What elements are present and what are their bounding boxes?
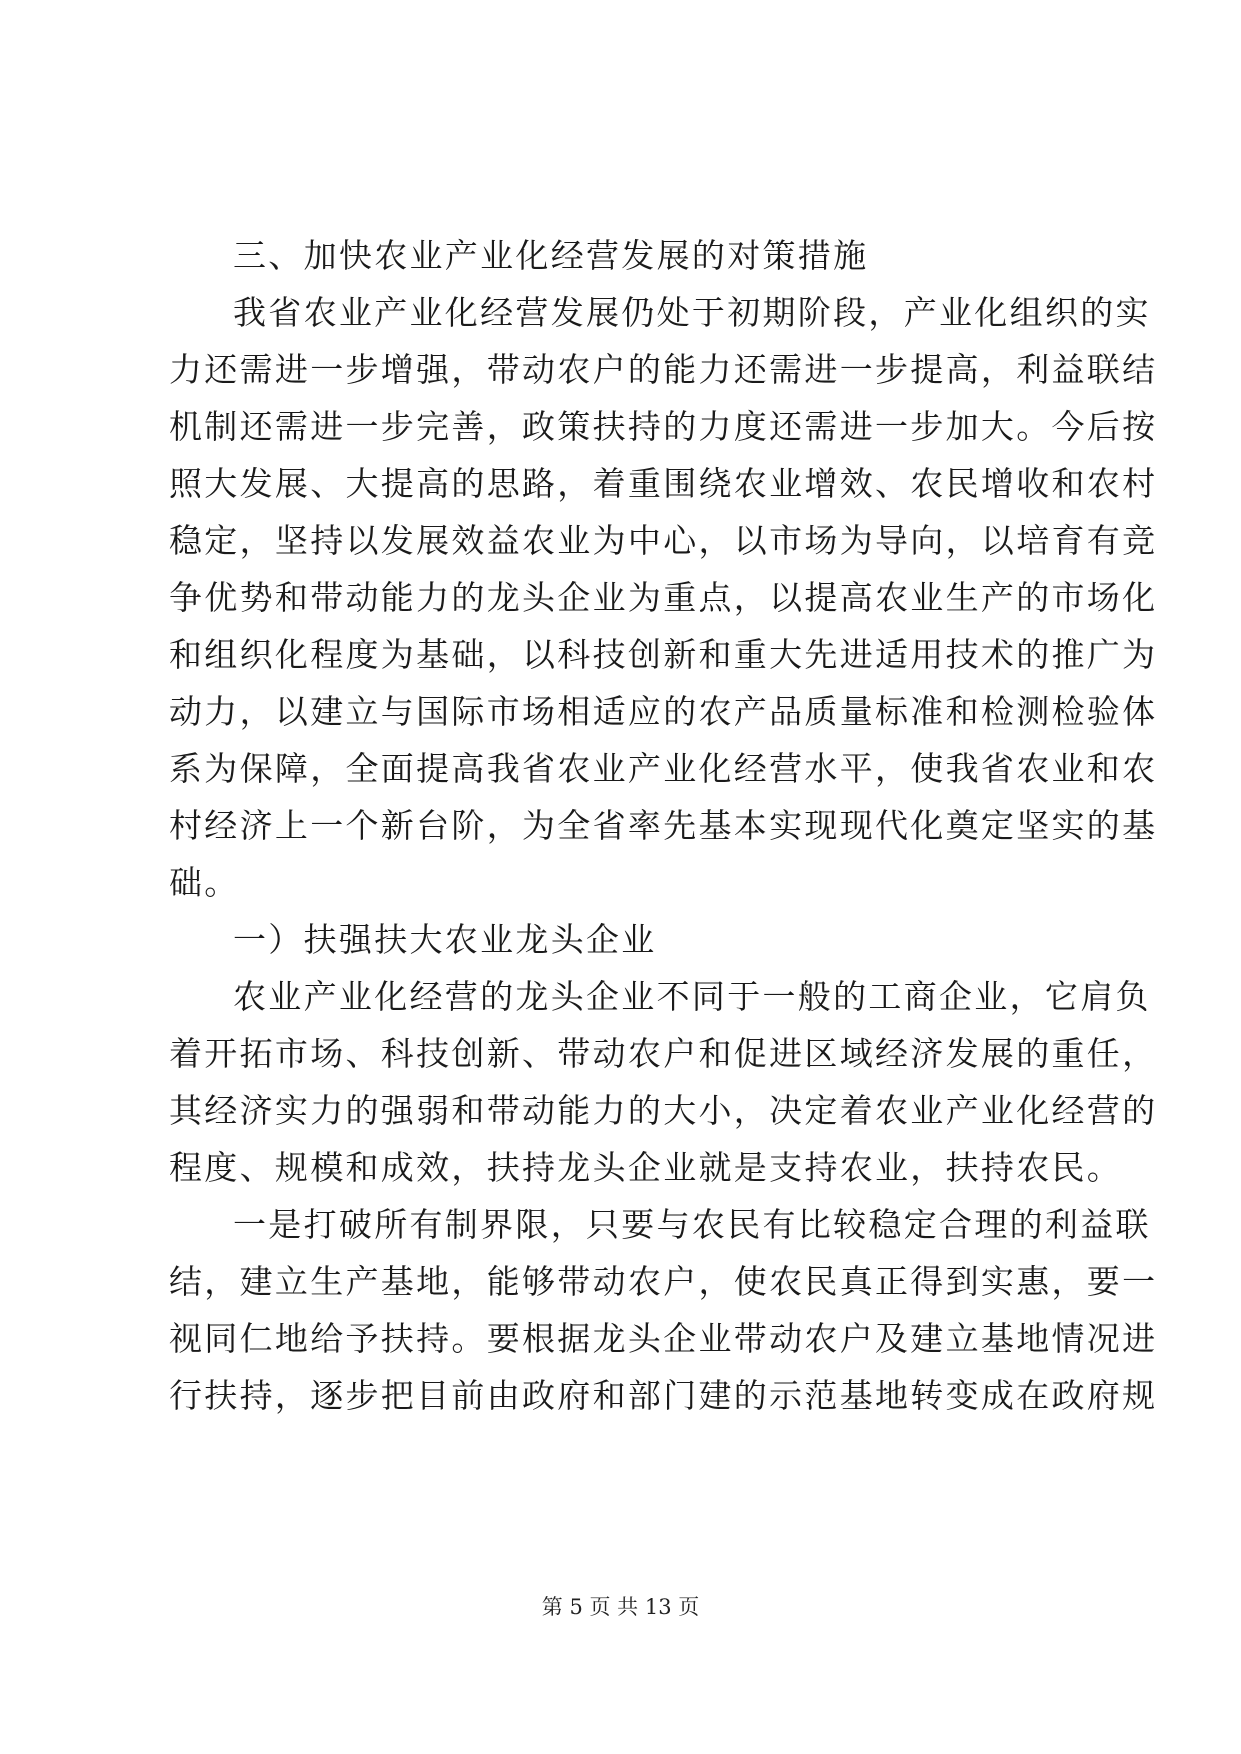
paragraph-line: 着开拓市场、科技创新、带动农户和促进区域经济发展的重任， — [169, 1034, 1158, 1073]
paragraph-line: 动力，以建立与国际市场相适应的农产品质量标准和检测检验体 — [169, 692, 1158, 731]
paragraph-line: 程度、规模和成效，扶持龙头企业就是支持农业，扶持农民。 — [169, 1148, 1123, 1187]
paragraph-line: 农业产业化经营的龙头企业不同于一般的工商企业，它肩负 — [233, 977, 1151, 1016]
paragraph-line: 村经济上一个新台阶，为全省率先基本实现现代化奠定坚实的基 — [169, 806, 1158, 845]
paragraph-line: 视同仁地给予扶持。要根据龙头企业带动农户及建立基地情况进 — [169, 1319, 1158, 1358]
paragraph-line: 一是打破所有制界限，只要与农民有比较稳定合理的利益联 — [233, 1205, 1151, 1244]
paragraph-line: 础。 — [169, 863, 240, 902]
paragraph-line: 机制还需进一步完善，政策扶持的力度还需进一步加大。今后按 — [169, 407, 1158, 446]
paragraph-line: 行扶持，逐步把目前由政府和部门建的示范基地转变成在政府规 — [169, 1376, 1158, 1415]
paragraph-line: 力还需进一步增强，带动农户的能力还需进一步提高，利益联结 — [169, 350, 1158, 389]
paragraph-line: 争优势和带动能力的龙头企业为重点，以提高农业生产的市场化 — [169, 578, 1158, 617]
page-indicator: 第 5 页 共 13 页 — [541, 1595, 700, 1619]
paragraph-line: 其经济实力的强弱和带动能力的大小，决定着农业产业化经营的 — [169, 1091, 1158, 1130]
paragraph-line: 稳定，坚持以发展效益农业为中心，以市场为导向，以培育有竞 — [169, 521, 1158, 560]
paragraph-line: 系为保障，全面提高我省农业产业化经营水平，使我省农业和农 — [169, 749, 1158, 788]
paragraph-line: 我省农业产业化经营发展仍处于初期阶段，产业化组织的实 — [233, 293, 1151, 332]
paragraph-line: 和组织化程度为基础，以科技创新和重大先进适用技术的推广为 — [169, 635, 1158, 674]
paragraph-line: 照大发展、大提高的思路，着重围绕农业增效、农民增收和农村 — [169, 464, 1158, 503]
paragraph-line: 结，建立生产基地，能够带动农户，使农民真正得到实惠，要一 — [169, 1262, 1158, 1301]
section-heading: 三、加快农业产业化经营发展的对策措施 — [233, 236, 869, 275]
subsection-heading: 一）扶强扶大农业龙头企业 — [233, 920, 657, 959]
page-footer — [0, 1592, 1241, 1622]
